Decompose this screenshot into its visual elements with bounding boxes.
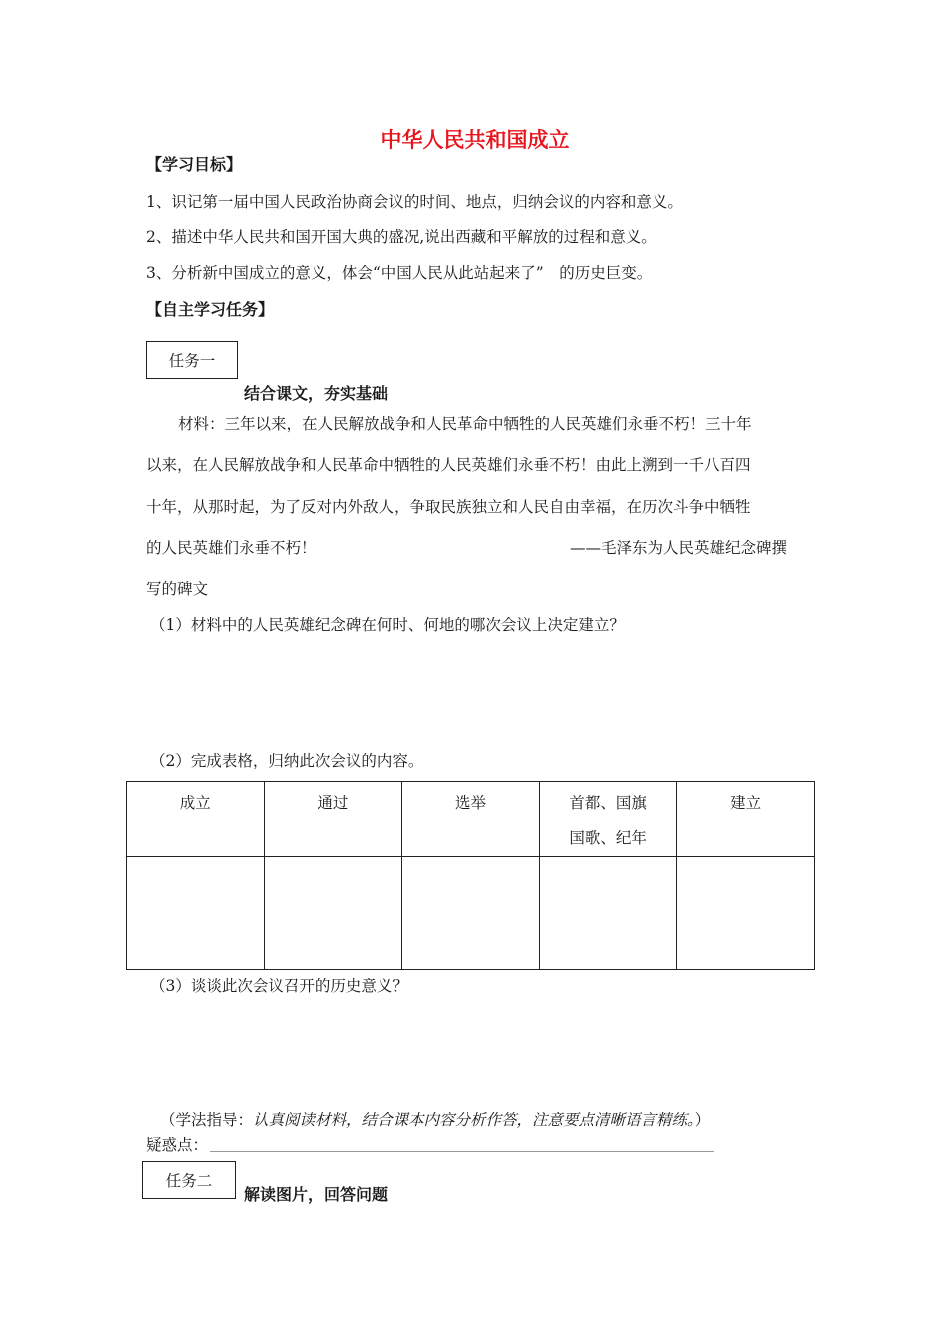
material-line-3: 十年，从那时起，为了反对内外敌人，争取民族独立和人民自由幸福，在历次斗争中牺牲	[146, 498, 751, 516]
objective-item-2: 2、描述中华人民共和国开国大典的盛况,说出西藏和平解放的过程和意义。	[146, 228, 657, 246]
task1-subtitle: 结合课文，夯实基础	[244, 384, 389, 403]
answer-cell[interactable]	[677, 857, 815, 970]
answer-cell[interactable]	[539, 857, 677, 970]
material-line-1: 材料：三年以来，在人民解放战争和人民革命中牺牲的人民英雄们永垂不朽！三十年	[178, 415, 752, 433]
self-study-heading: 【自主学习任务】	[146, 300, 275, 319]
table-header-row	[127, 782, 815, 857]
table-header-cell: 成立	[127, 782, 265, 857]
task2-label-box	[142, 1161, 236, 1199]
question-3: （3）谈谈此次会议召开的历史意义？	[150, 977, 408, 995]
objective-item-1: 1、识记第一届中国人民政治协商会议的时间、地点，归纳会议的内容和意义。	[146, 193, 683, 211]
question-2: （2）完成表格，归纳此次会议的内容。	[150, 752, 424, 770]
task1-label: 任务一	[168, 352, 216, 370]
meeting-content-table	[126, 781, 815, 970]
task2-label: 任务二	[165, 1172, 213, 1190]
material-line-4: 的人民英雄们永垂不朽！	[146, 539, 317, 557]
doubt-label: 疑惑点：	[146, 1136, 209, 1154]
answer-cell[interactable]	[264, 857, 402, 970]
question-1: （1）材料中的人民英雄纪念碑在何时、何地的哪次会议上决定建立？	[150, 616, 625, 634]
material-attribution: ——毛泽东为人民英雄纪念碑撰	[570, 539, 788, 557]
task1-label-box	[146, 341, 238, 379]
material-attribution-cont: 写的碑文	[146, 580, 209, 598]
answer-cell[interactable]	[127, 857, 265, 970]
page-title: 中华人民共和国成立	[380, 127, 570, 152]
table-header-cell: 建立	[677, 782, 815, 857]
answer-cell[interactable]	[402, 857, 540, 970]
study-guide: （学法指导：认真阅读材料，结合课本内容分析作答，注意要点清晰语言精练。）	[160, 1111, 711, 1129]
table-row	[127, 857, 815, 970]
objectives-heading: 【学习目标】	[146, 155, 243, 174]
task2-subtitle: 解读图片，回答问题	[244, 1185, 389, 1204]
table-header-cell: 通过	[264, 782, 402, 857]
table-header-cell: 首都、国旗 国歌、纪年	[539, 782, 677, 857]
material-line-2: 以来，在人民解放战争和人民革命中牺牲的人民英雄们永垂不朽！由此上溯到一千八百四	[146, 456, 751, 474]
table-header-cell: 选举	[402, 782, 540, 857]
objective-item-3: 3、分析新中国成立的意义，体会“中国人民从此站起来了” 的历史巨变。	[146, 264, 653, 282]
doubt-answer-line[interactable]	[210, 1151, 714, 1152]
